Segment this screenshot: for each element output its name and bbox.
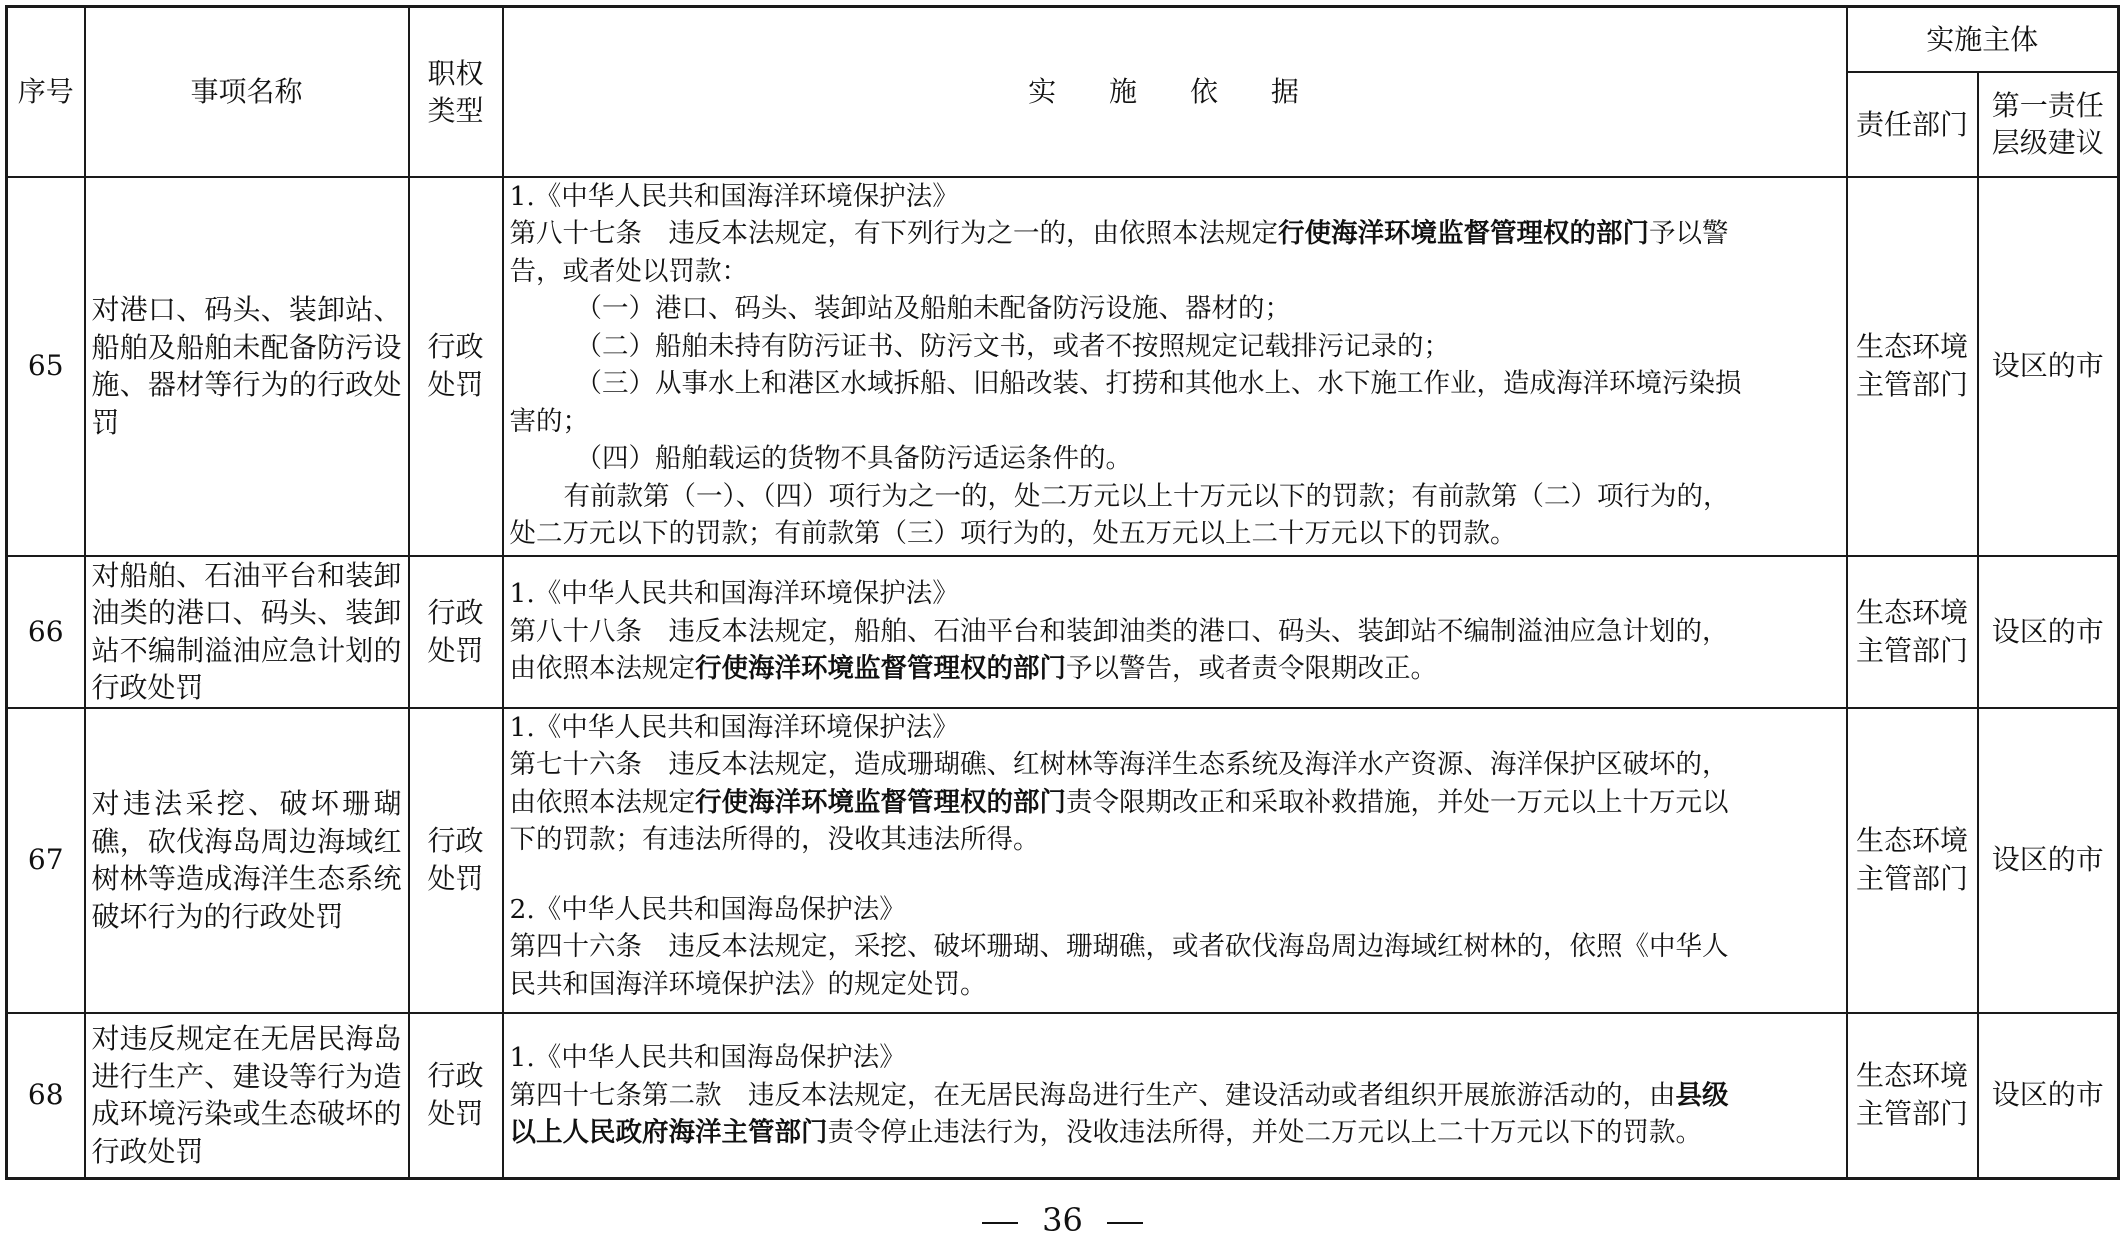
header-subject: 实施主体 — [1847, 7, 2119, 72]
row-seq: 65 — [7, 177, 85, 556]
basis-text: 第八十七条 违反本法规定，有下列行为之一的，由依照本法规定行使海洋环境监督管理权的部门予以警 — [509, 218, 1729, 249]
row-power-type: 行政处罚 — [409, 556, 503, 708]
row-level: 设区的市 — [1978, 556, 2119, 708]
basis-item: （一）港口、码头、装卸站及船舶未配备防污设施、器材的； — [575, 293, 1291, 324]
row-power-type: 行政处罚 — [409, 1013, 503, 1179]
basis-text: 由依照本法规定行使海洋环境监督管理权的部门予以警告，或者责令限期改正。 — [509, 653, 1437, 685]
basis-item: 害的； — [509, 405, 589, 437]
header-item-name: 事项名称 — [85, 7, 409, 177]
table-row — [7, 177, 2119, 556]
row-dept: 生态环境主管部门 — [1847, 556, 1978, 708]
basis-text: 第八十八条 违反本法规定，船舶、石油平台和装卸油类的港口、码头、装卸站不编制溢油应急计划的， — [509, 615, 1729, 647]
basis-emphasis: 县级 — [1675, 1079, 1729, 1111]
row-seq: 67 — [7, 708, 85, 1013]
row-item-name: 对违反规定在无居民海岛进行生产、建设等行为造成环境污染或生态破坏的行政处罚 — [85, 1013, 409, 1179]
basis-text: 第四十七条第二款 违反本法规定，在无居民海岛进行生产、建设活动或者组织开展旅游活动的，由县级 — [509, 1079, 1729, 1111]
row-level: 设区的市 — [1978, 1013, 2119, 1179]
basis-text: 由依照本法规定行使海洋环境监督管理权的部门责令限期改正和采取补救措施，并处一万元以上十万元以 — [509, 786, 1729, 818]
footer-dash-left — [982, 1222, 1018, 1224]
basis-law-title: 1.《中华人民共和国海洋环境保护法》 — [509, 180, 959, 212]
basis-law-title: 2.《中华人民共和国海岛保护法》 — [509, 893, 906, 925]
row-seq: 68 — [7, 1013, 85, 1179]
header-level-line1: 第一责任 — [1991, 89, 2104, 122]
row-level: 设区的市 — [1978, 708, 2119, 1013]
row-dept: 生态环境主管部门 — [1847, 708, 1978, 1013]
basis-emphasis: 以上人民政府海洋主管部门 — [509, 1117, 828, 1148]
header-level — [1978, 72, 2119, 177]
table-row — [7, 1013, 2119, 1179]
header-dept: 责任部门 — [1847, 72, 1978, 177]
table-header — [7, 7, 2119, 177]
basis-item: （四）船舶载运的货物不具备防污适运条件的。 — [575, 443, 1132, 474]
basis-law-title: 1.《中华人民共和国海岛保护法》 — [509, 1042, 906, 1073]
basis-text: 民共和国海洋环境保护法》的规定处罚。 — [509, 968, 987, 1000]
basis-emphasis: 行使海洋环境监督管理权的部门 — [695, 786, 1066, 818]
header-basis: 实 施 依 据 — [503, 7, 1847, 177]
page-number: 36 — [1042, 1201, 1083, 1239]
basis-text: 处二万元以下的罚款；有前款第（三）项行为的，处五万元以上二十万元以下的罚款。 — [509, 518, 1517, 549]
basis-item: （三）从事水上和港区水域拆船、旧船改装、打捞和其他水上、水下施工作业，造成海洋环境污染损 — [575, 368, 1742, 399]
basis-text: 第四十六条 违反本法规定，采挖、破坏珊瑚、珊瑚礁，或者砍伐海岛周边海域红树林的，依照《中华人 — [509, 931, 1729, 962]
row-item-name: 对违法采挖、破坏珊瑚礁，砍伐海岛周边海域红树林等造成海洋生态系统破坏行为的行政处罚 — [85, 708, 409, 1013]
row-power-type: 行政处罚 — [409, 177, 503, 556]
basis-item: （二）船舶未持有防污证书、防污文书，或者不按照规定记载排污记录的； — [575, 330, 1450, 362]
footer-dash-right — [1107, 1222, 1143, 1224]
basis-text: 告，或者处以罚款： — [509, 255, 748, 287]
enforcement-table — [5, 5, 2120, 1180]
table-row — [7, 556, 2119, 708]
page-footer — [0, 1200, 2125, 1240]
row-seq: 66 — [7, 556, 85, 708]
row-item-name: 对港口、码头、装卸站、船舶及船舶未配备防污设施、器材等行为的行政处罚 — [85, 177, 409, 556]
basis-law-title: 1.《中华人民共和国海洋环境保护法》 — [509, 711, 959, 743]
basis-text: 以上人民政府海洋主管部门责令停止违法行为，没收违法所得，并处二万元以上二十万元以下的罚款。 — [509, 1117, 1702, 1148]
basis-text: 第七十六条 违反本法规定，造成珊瑚礁、红树林等海洋生态系统及海洋水产资源、海洋保护区破坏的， — [509, 749, 1729, 780]
row-basis — [503, 556, 1847, 708]
row-basis — [503, 177, 1847, 556]
header-power-type: 职权类型 — [409, 7, 503, 177]
row-basis — [503, 708, 1847, 1013]
row-basis — [503, 1013, 1847, 1179]
table-row — [7, 708, 2119, 1013]
row-power-type: 行政处罚 — [409, 708, 503, 1013]
basis-emphasis: 行使海洋环境监督管理权的部门 — [695, 653, 1066, 685]
basis-law-title: 1.《中华人民共和国海洋环境保护法》 — [509, 578, 959, 610]
row-level: 设区的市 — [1978, 177, 2119, 556]
row-item-name: 对船舶、石油平台和装卸油类的港口、码头、装卸站不编制溢油应急计划的行政处罚 — [85, 556, 409, 708]
header-level-line2: 层级建议 — [1991, 126, 2104, 159]
row-dept: 生态环境主管部门 — [1847, 177, 1978, 556]
header-seq: 序号 — [7, 7, 85, 177]
basis-emphasis: 行使海洋环境监督管理权的部门 — [1278, 218, 1649, 249]
row-dept: 生态环境主管部门 — [1847, 1013, 1978, 1179]
basis-text: 有前款第（一）、（四）项行为之一的，处二万元以上十万元以下的罚款；有前款第（二）项行为的， — [563, 480, 1730, 512]
basis-text: 下的罚款；有违法所得的，没收其违法所得。 — [509, 824, 1040, 855]
